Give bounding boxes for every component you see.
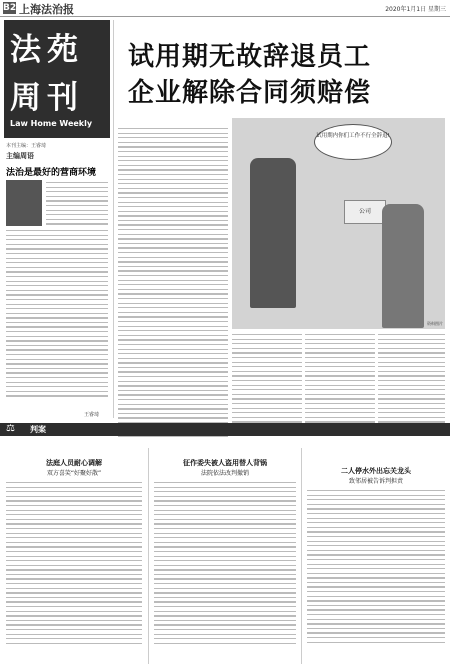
masthead <box>4 20 110 138</box>
column-divider <box>113 20 114 418</box>
photo-credit: 资料图片 <box>427 321 443 326</box>
bottom-divider-2 <box>301 448 302 664</box>
section-band-label: 判案 <box>30 425 46 434</box>
column-author: 王睿琦 <box>84 412 100 418</box>
speech-bubble: 试用期内你们工作不行全辞退! <box>314 124 392 160</box>
bottom-article-1-text <box>6 482 142 647</box>
bottom-article-2-text <box>154 482 296 647</box>
page-header <box>0 0 450 17</box>
bottom-article-3-title: 二人停水外出忘关龙头 <box>341 467 411 475</box>
headline-line-2: 企业解除合同须赔偿 <box>128 78 372 108</box>
company-door-sign: 公司 <box>344 200 386 224</box>
bottom-article-3-subtitle: 致邻居被告诉判担责 <box>348 478 403 485</box>
column-label: 主编周语 <box>6 152 34 160</box>
editor-credit: 本刊主编：王睿琦 <box>6 143 47 149</box>
figure-employer <box>250 158 296 308</box>
author-portrait <box>6 180 42 226</box>
column-text-top <box>46 182 108 228</box>
lead-article-text <box>118 128 228 440</box>
date-line: 2020年1月1日 星期三 <box>385 6 446 13</box>
bottom-article-2-subtitle: 法院依法改判撤销 <box>200 470 249 477</box>
column-text <box>6 230 108 400</box>
section-band <box>0 423 450 436</box>
bottom-article-1-title: 法庭人员耐心调解 <box>46 459 102 467</box>
page-number-tag: B2 <box>3 3 17 13</box>
column-title: 法治是最好的营商环境 <box>6 168 97 178</box>
headline-line-1: 试用期无故辞退员工 <box>128 42 372 72</box>
illustration-photo <box>232 118 445 329</box>
gavel-icon: ⚖ <box>6 423 15 434</box>
bottom-article-2-title: 征作委失被人盗用替人背锅 <box>183 459 267 467</box>
bottom-article-1-subtitle: 双方喜笑“好聚好散” <box>46 470 102 477</box>
masthead-line-1: 法苑 <box>10 32 84 68</box>
bottom-divider-1 <box>148 448 149 664</box>
bottom-article-3-text <box>307 490 445 646</box>
newspaper-name: 上海法治报 <box>19 3 74 16</box>
figure-employee <box>382 204 424 328</box>
masthead-weekly: Law Home Weekly <box>10 119 93 128</box>
masthead-line-2: 周刊 <box>10 80 84 116</box>
